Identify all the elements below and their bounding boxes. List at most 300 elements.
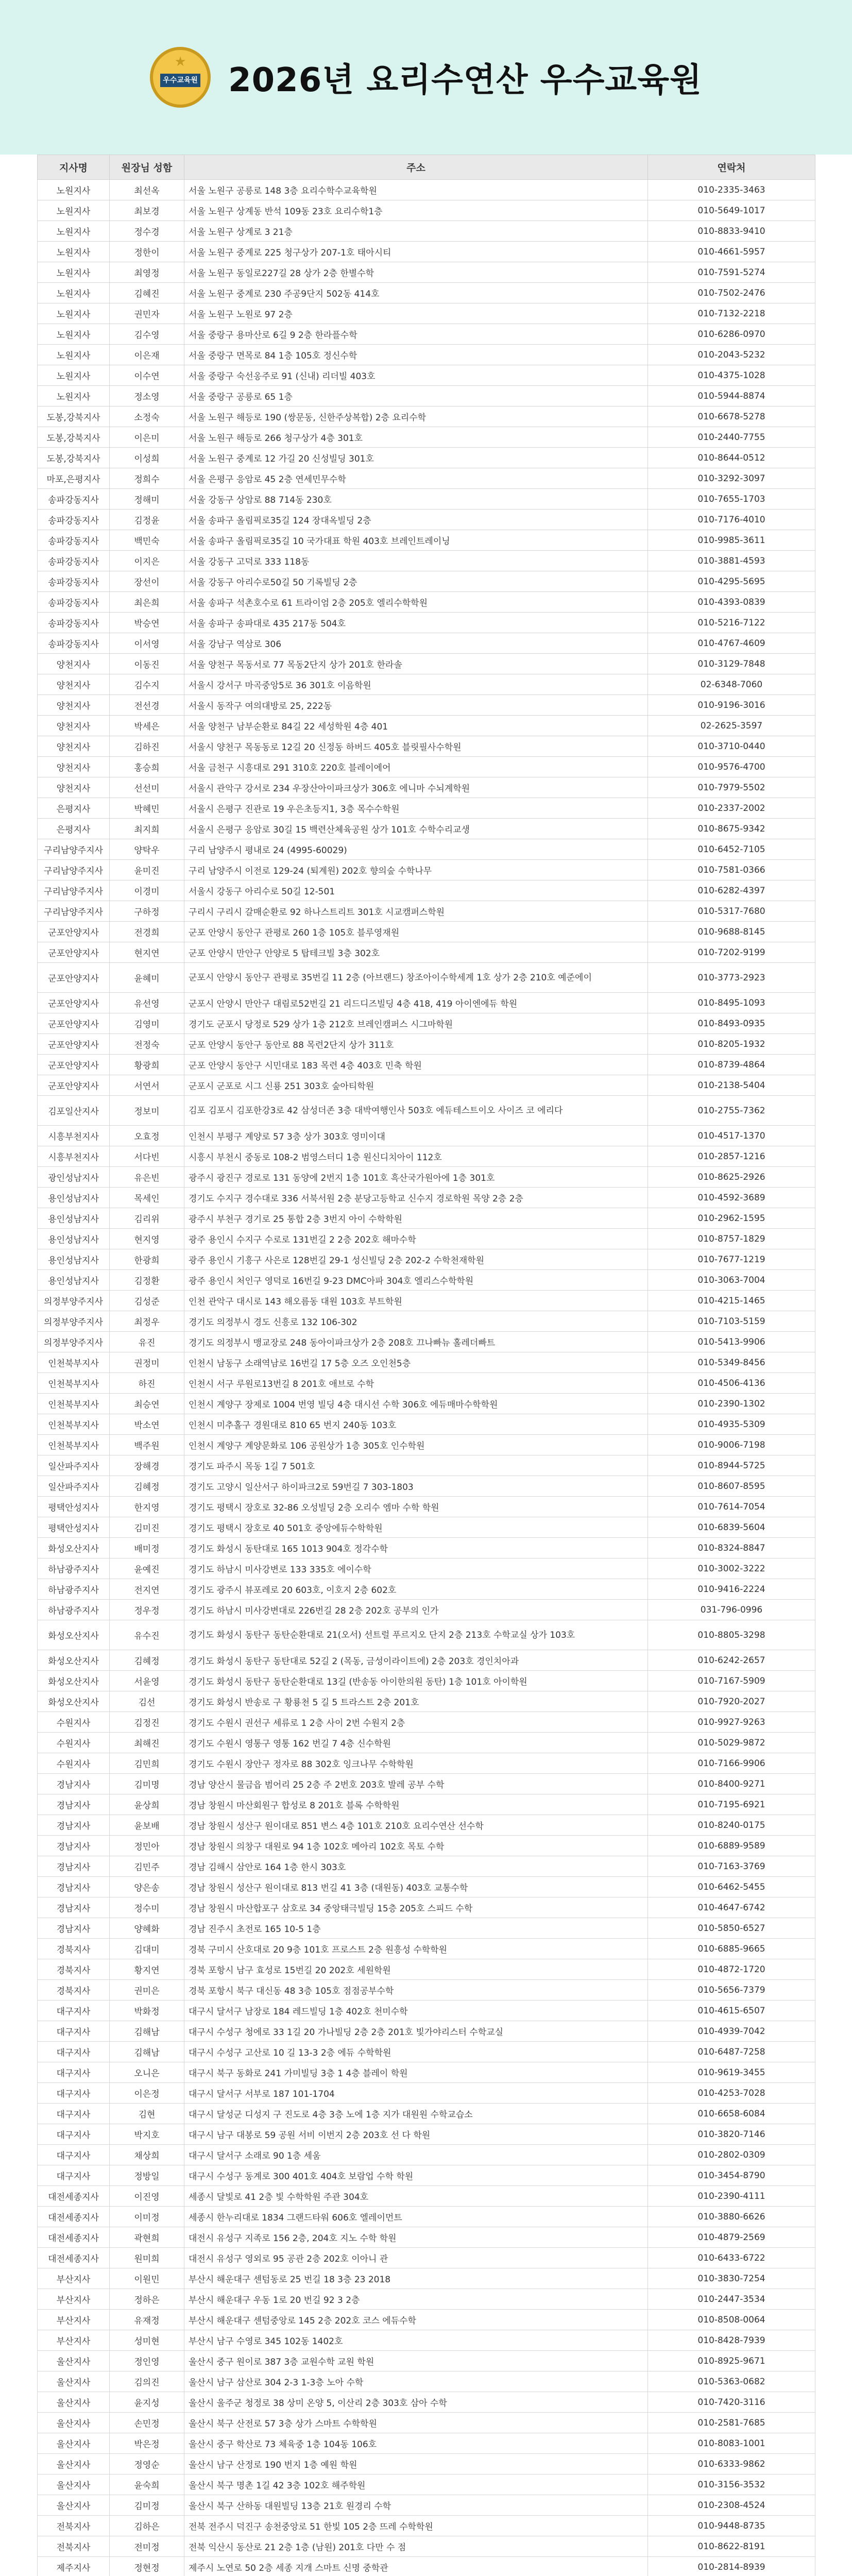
cell-branch: 시흥부천지사	[38, 1126, 110, 1146]
cell-address: 울산시 중구 학산로 73 체육중 1층 104동 106호	[184, 2433, 648, 2454]
cell-branch: 대전세종지사	[38, 2248, 110, 2268]
cell-phone: 010-7132-2218	[648, 303, 815, 324]
cell-branch: 군포안양지사	[38, 1034, 110, 1055]
cell-director: 정민아	[110, 1836, 184, 1856]
column-header-phone: 연락처	[648, 155, 815, 180]
cell-phone: 010-9688-8145	[648, 922, 815, 942]
cell-phone: 010-9576-4700	[648, 757, 815, 777]
cell-director: 김혜정	[110, 1476, 184, 1497]
table-row	[38, 1208, 815, 1229]
table-row	[38, 2516, 815, 2536]
cell-address: 서울 노원구 해등로 266 청구상가 4층 301호	[184, 427, 648, 448]
cell-branch: 용인성남지사	[38, 1270, 110, 1291]
cell-branch: 구리남양주지사	[38, 839, 110, 860]
cell-branch: 양천지사	[38, 716, 110, 736]
cell-director: 유진	[110, 1332, 184, 1352]
table-row	[38, 1249, 815, 1270]
cell-director: 정해미	[110, 489, 184, 510]
cell-phone: 010-8508-0064	[648, 2310, 815, 2330]
cell-branch: 군포안양지사	[38, 1055, 110, 1075]
table-row	[38, 1939, 815, 1959]
cell-address: 광주 용인시 기흥구 사은로 128번길 29-1 성신빌딩 2층 202-2 수학천재학원	[184, 1249, 648, 1270]
cell-director: 정우정	[110, 1600, 184, 1620]
cell-phone: 010-2962-1595	[648, 1208, 815, 1229]
cell-address: 경기도 평택시 장호로 32-86 오성빌딩 2층 오리수 엠마 수학 학원	[184, 1497, 648, 1517]
table-row	[38, 1733, 815, 1753]
table-row	[38, 242, 815, 262]
cell-address: 서울 송파구 석촌호수로 61 트라이엄 2층 205호 엘리수학학원	[184, 592, 648, 613]
table-row	[38, 633, 815, 654]
cell-phone: 010-2440-7755	[648, 427, 815, 448]
cell-director: 김미정	[110, 2495, 184, 2516]
cell-phone: 010-8833-9410	[648, 221, 815, 242]
cell-branch: 대구지사	[38, 2145, 110, 2165]
cell-director: 김해남	[110, 2021, 184, 2042]
cell-branch: 화성오산지사	[38, 1620, 110, 1650]
cell-address: 서울 노원구 공릉로 148 3층 요리수학수교육학원	[184, 180, 648, 200]
table-row	[38, 2310, 815, 2330]
table-row	[38, 716, 815, 736]
cell-branch: 대구지사	[38, 2165, 110, 2186]
cell-phone: 010-6462-5455	[648, 1877, 815, 1897]
cell-phone: 010-9448-8735	[648, 2516, 815, 2536]
cell-director: 윤미진	[110, 860, 184, 880]
cell-branch: 울산지사	[38, 2495, 110, 2516]
cell-director: 박지호	[110, 2124, 184, 2145]
cell-phone: 010-4935-5309	[648, 1414, 815, 1435]
cell-address: 경기도 하남시 미사강변로 133 335호 에이수학	[184, 1558, 648, 1579]
cell-address: 서울 송파구 송파대로 435 217동 504호	[184, 613, 648, 633]
table-row	[38, 221, 815, 242]
cell-director: 권미은	[110, 1980, 184, 2001]
cell-phone: 010-8757-1829	[648, 1229, 815, 1249]
cell-address: 제주시 노연로 50 2층 세종 지개 스마트 신명 중학관	[184, 2557, 648, 2576]
table-row	[38, 613, 815, 633]
cell-branch: 울산지사	[38, 2475, 110, 2495]
cell-branch: 구리남양주지사	[38, 880, 110, 901]
cell-address: 경기도 고양시 일산서구 하이파크2로 59번길 7 303-1803	[184, 1476, 648, 1497]
cell-address: 서울 송파구 올림픽로35길 124 장대옥빌딩 2층	[184, 510, 648, 530]
cell-address: 서울 노원구 중계로 230 주공9단지 502동 414호	[184, 283, 648, 303]
cell-director: 장선이	[110, 571, 184, 592]
cell-address: 군포 안양시 동안구 관평로 260 1층 105호 블루영재원	[184, 922, 648, 942]
cell-branch: 양천지사	[38, 695, 110, 716]
cell-address: 울산시 남구 산정로 190 번지 1층 예원 학원	[184, 2454, 648, 2475]
cell-branch: 광인성남지사	[38, 1167, 110, 1188]
table-row	[38, 1126, 815, 1146]
table-row	[38, 757, 815, 777]
cell-phone: 010-9927-9263	[648, 1712, 815, 1733]
cell-director: 손민정	[110, 2413, 184, 2433]
cell-branch: 평택안성지사	[38, 1497, 110, 1517]
table-row	[38, 1332, 815, 1352]
cell-phone: 02-6348-7060	[648, 674, 815, 695]
cell-phone: 010-3880-6626	[648, 2207, 815, 2227]
cell-branch: 제주지사	[38, 2557, 110, 2576]
cell-phone: 010-2581-7685	[648, 2413, 815, 2433]
cell-address: 경기도 평택시 장호로 40 501호 중앙에듀수학학원	[184, 1517, 648, 1538]
cell-phone: 010-6333-9862	[648, 2454, 815, 2475]
cell-phone: 010-3129-7848	[648, 654, 815, 674]
cell-director: 최정우	[110, 1311, 184, 1332]
cell-address: 서울 양천구 남부순환로 84길 22 세성학원 4층 401	[184, 716, 648, 736]
table-body	[38, 180, 815, 2576]
cell-phone: 010-2335-3463	[648, 180, 815, 200]
cell-branch: 수원지사	[38, 1712, 110, 1733]
table-row	[38, 2186, 815, 2207]
cell-director: 장해경	[110, 1455, 184, 1476]
cell-address: 구리 남양주시 이전로 129-24 (퇴계원) 202호 향의숲 수학나무	[184, 860, 648, 880]
cell-branch: 경북지사	[38, 1959, 110, 1980]
cell-branch: 하남광주지사	[38, 1600, 110, 1620]
cell-phone: 010-7167-5909	[648, 1671, 815, 1691]
cell-address: 세종시 한누리대로 1834 그랜드타워 606호 엘레이먼트	[184, 2207, 648, 2227]
table-row	[38, 1815, 815, 1836]
table-row	[38, 1311, 815, 1332]
table-row	[38, 1517, 815, 1538]
cell-phone: 010-4253-7028	[648, 2083, 815, 2104]
table-row	[38, 1600, 815, 1620]
cell-phone: 010-7176-4010	[648, 510, 815, 530]
cell-director: 정수경	[110, 221, 184, 242]
cell-director: 이수연	[110, 365, 184, 386]
cell-director: 전미정	[110, 2536, 184, 2557]
cell-branch: 송파강동지사	[38, 530, 110, 551]
cell-director: 정인영	[110, 2351, 184, 2371]
cell-phone: 010-9985-3611	[648, 530, 815, 551]
cell-address: 울산시 북구 산하동 대원빌딩 13층 21호 원경리 수학	[184, 2495, 648, 2516]
cell-address: 전북 전주시 덕진구 송천중앙로 51 한빛 105 2층 뜨레 수학학원	[184, 2516, 648, 2536]
cell-director: 윤예진	[110, 1558, 184, 1579]
cell-phone: 010-8493-0935	[648, 1013, 815, 1034]
table-row	[38, 2104, 815, 2124]
cell-director: 김현	[110, 2104, 184, 2124]
table-row	[38, 2454, 815, 2475]
cell-director: 정수미	[110, 1897, 184, 1918]
table-row	[38, 448, 815, 468]
cell-phone: 010-5317-7680	[648, 901, 815, 922]
table-row	[38, 674, 815, 695]
cell-phone: 010-7420-3116	[648, 2392, 815, 2413]
cell-branch: 경남지사	[38, 1774, 110, 1794]
cell-address: 군포시 안양시 만안구 대림로52번길 21 리드디즈빌딩 4층 418, 419 아이엔에듀 학원	[184, 993, 648, 1013]
cell-branch: 시흥부천지사	[38, 1146, 110, 1167]
cell-phone: 010-5944-8874	[648, 386, 815, 406]
table-row	[38, 1671, 815, 1691]
cell-director: 선선미	[110, 777, 184, 798]
table-row	[38, 2330, 815, 2351]
cell-phone: 031-796-0996	[648, 1600, 815, 1620]
cell-address: 대구시 달서구 남장로 184 레드빌딩 1층 402호 천미수학	[184, 2001, 648, 2021]
cell-address: 서울 중랑구 숙선옹주로 91 (신내) 리더빌 403호	[184, 365, 648, 386]
table-row	[38, 1435, 815, 1455]
cell-address: 군포 안양시 동안구 시민대로 183 목련 4층 403호 민축 학원	[184, 1055, 648, 1075]
table-row	[38, 880, 815, 901]
cell-address: 서울 노원구 상계로 3 21층	[184, 221, 648, 242]
cell-director: 김성준	[110, 1291, 184, 1311]
table-row	[38, 1034, 815, 1055]
cell-branch: 전북지사	[38, 2516, 110, 2536]
cell-director: 전지연	[110, 1579, 184, 1600]
table-row	[38, 2165, 815, 2186]
cell-director: 김선	[110, 1691, 184, 1712]
table-row	[38, 489, 815, 510]
cell-phone: 010-6487-7258	[648, 2042, 815, 2062]
cell-director: 이원민	[110, 2268, 184, 2289]
cell-director: 박승연	[110, 613, 184, 633]
cell-director: 정소영	[110, 386, 184, 406]
table-row	[38, 1980, 815, 2001]
cell-phone: 010-3156-3532	[648, 2475, 815, 2495]
table-row	[38, 1774, 815, 1794]
cell-address: 경기도 화성시 동탄구 동탄순환대로 21(오서) 선트럴 푸르지오 단지 2층 213호 수학교실 상가 103호	[184, 1620, 648, 1650]
cell-director: 김수지	[110, 674, 184, 695]
cell-director: 이서영	[110, 633, 184, 654]
cell-phone: 010-4647-6742	[648, 1897, 815, 1918]
cell-address: 서울 노원구 동일로227길 28 상가 2층 한별수학	[184, 262, 648, 283]
cell-address: 군포 안양시 동안구 동안로 88 목련2단지 상가 311호	[184, 1034, 648, 1055]
table-row	[38, 1270, 815, 1291]
cell-address: 울산시 북구 명촌 1길 42 3층 102호 해주학원	[184, 2475, 648, 2495]
cell-branch: 화성오산지사	[38, 1538, 110, 1558]
cell-phone: 010-7591-5274	[648, 262, 815, 283]
table-row	[38, 1712, 815, 1733]
cell-address: 경기도 광주시 뷰포레로 20 603호, 이호지 2층 602호	[184, 1579, 648, 1600]
cell-director: 정한이	[110, 242, 184, 262]
award-badge-icon	[150, 47, 211, 108]
cell-director: 백민숙	[110, 530, 184, 551]
cell-address: 대구시 수성구 동계로 300 401호 404호 보람업 수학 학원	[184, 2165, 648, 2186]
table-row	[38, 2145, 815, 2165]
cell-phone: 010-8083-1001	[648, 2433, 815, 2454]
table-row	[38, 2557, 815, 2576]
cell-branch: 화성오산지사	[38, 1650, 110, 1671]
table-row	[38, 2083, 815, 2104]
cell-address: 울산시 울주군 청정로 38 상미 온양 5, 이산리 2층 303호 삼아 수학	[184, 2392, 648, 2413]
cell-branch: 군포안양지사	[38, 1013, 110, 1034]
cell-address: 경남 양산시 물금읍 범어리 25 2층 주 2번호 203호 발레 공부 수학	[184, 1774, 648, 1794]
column-header-branch: 지사명	[38, 155, 110, 180]
cell-phone: 010-3820-7146	[648, 2124, 815, 2145]
cell-phone: 010-4872-1720	[648, 1959, 815, 1980]
cell-address: 경기도 수지구 경수대로 336 서북서원 2층 분당고등학교 신수지 경로학원 목양 2층 2층	[184, 1188, 648, 1208]
cell-phone: 010-4295-5695	[648, 571, 815, 592]
cell-address: 대구시 달서구 서부로 187 101-1704	[184, 2083, 648, 2104]
cell-branch: 용인성남지사	[38, 1188, 110, 1208]
cell-director: 오효정	[110, 1126, 184, 1146]
cell-phone: 010-8324-8847	[648, 1538, 815, 1558]
cell-branch: 송파강동지사	[38, 551, 110, 571]
cell-phone: 010-9416-2224	[648, 1579, 815, 1600]
cell-director: 유재정	[110, 2310, 184, 2330]
cell-director: 양탁우	[110, 839, 184, 860]
cell-branch: 대구지사	[38, 2021, 110, 2042]
cell-phone: 010-5649-1017	[648, 200, 815, 221]
cell-director: 최선옥	[110, 180, 184, 200]
table-row	[38, 180, 815, 200]
cell-director: 박은정	[110, 2433, 184, 2454]
cell-address: 서울시 은평구 응암로 30길 15 백련산체육공원 상가 101호 수학수리교생	[184, 819, 648, 839]
cell-director: 최승연	[110, 1394, 184, 1414]
cell-branch: 대구지사	[38, 2124, 110, 2145]
cell-branch: 노원지사	[38, 221, 110, 242]
cell-branch: 노원지사	[38, 345, 110, 365]
table-row	[38, 386, 815, 406]
cell-phone: 010-5216-7122	[648, 613, 815, 633]
cell-branch: 경북지사	[38, 1939, 110, 1959]
cell-address: 광주 용인시 처인구 영덕로 16번길 9-23 DMC아파 304호 엘리스수학학원	[184, 1270, 648, 1291]
table-row	[38, 1146, 815, 1167]
branch-table-container	[37, 155, 815, 2576]
table-row	[38, 345, 815, 365]
cell-address: 부산시 해운대구 센텀동로 25 번길 18 3층 23 2018	[184, 2268, 648, 2289]
cell-branch: 수원지사	[38, 1733, 110, 1753]
cell-address: 경남 김해시 삼안로 164 1층 한시 303호	[184, 1856, 648, 1877]
cell-phone: 010-8495-1093	[648, 993, 815, 1013]
cell-phone: 010-2802-0309	[648, 2145, 815, 2165]
cell-phone: 010-8622-8191	[648, 2536, 815, 2557]
cell-branch: 대전세종지사	[38, 2207, 110, 2227]
table-row	[38, 2536, 815, 2557]
page-title: 2026년 요리수연산 우수교육원	[228, 61, 702, 99]
cell-director: 김하진	[110, 736, 184, 757]
cell-director: 박세은	[110, 716, 184, 736]
cell-phone: 010-6839-5604	[648, 1517, 815, 1538]
table-row	[38, 1291, 815, 1311]
cell-director: 최보경	[110, 200, 184, 221]
cell-address: 서울 노원구 상계동 반석 109동 23호 요리수학1층	[184, 200, 648, 221]
cell-branch: 대구지사	[38, 2104, 110, 2124]
cell-address: 대구시 남구 대봉로 59 공원 서비 이번지 2층 203호 선 다 학원	[184, 2124, 648, 2145]
cell-phone: 010-3710-0440	[648, 736, 815, 757]
cell-director: 김하은	[110, 2516, 184, 2536]
cell-director: 김혜정	[110, 1650, 184, 1671]
cell-phone: 010-6658-6084	[648, 2104, 815, 2124]
cell-phone: 010-4767-4609	[648, 633, 815, 654]
table-row	[38, 798, 815, 819]
cell-address: 경남 창원시 성산구 원이대로 813 번길 41 3층 (대원동) 403호 교통수학	[184, 1877, 648, 1897]
cell-branch: 울산지사	[38, 2413, 110, 2433]
cell-director: 이경미	[110, 880, 184, 901]
table-row	[38, 2042, 815, 2062]
cell-address: 대구시 북구 동화로 241 가미빌딩 3층 1 4층 블레이 학원	[184, 2062, 648, 2083]
cell-branch: 용인성남지사	[38, 1208, 110, 1229]
table-row	[38, 2268, 815, 2289]
cell-branch: 인천북부지사	[38, 1414, 110, 1435]
cell-phone: 010-7979-5502	[648, 777, 815, 798]
cell-branch: 노원지사	[38, 303, 110, 324]
cell-phone: 010-2814-8939	[648, 2557, 815, 2576]
cell-branch: 송파강동지사	[38, 489, 110, 510]
table-row	[38, 860, 815, 880]
cell-address: 부산시 해운대구 우동 1로 20 번길 92 3 2층	[184, 2289, 648, 2310]
cell-director: 정하은	[110, 2289, 184, 2310]
cell-director: 서윤영	[110, 1671, 184, 1691]
cell-address: 경기도 화성시 반송로 구 황룡천 5 길 5 트라스트 2층 201호	[184, 1691, 648, 1712]
cell-branch: 마포,은평지사	[38, 468, 110, 489]
cell-director: 양은송	[110, 1877, 184, 1897]
cell-branch: 하남광주지사	[38, 1579, 110, 1600]
cell-phone: 010-8400-9271	[648, 1774, 815, 1794]
cell-director: 서연서	[110, 1075, 184, 1096]
cell-phone: 010-6885-9665	[648, 1939, 815, 1959]
cell-branch: 대전세종지사	[38, 2227, 110, 2248]
cell-address: 김포 김포시 김포한강3로 42 삼성더존 3층 대박여행인사 503호 에듀테스트이오 사이즈 코 에리다	[184, 1096, 648, 1126]
cell-branch: 경남지사	[38, 1794, 110, 1815]
cell-branch: 인천북부지사	[38, 1394, 110, 1414]
cell-director: 김의진	[110, 2371, 184, 2392]
cell-address: 울산시 북구 산전로 57 3층 상가 스마트 수학학원	[184, 2413, 648, 2433]
cell-branch: 도봉,강북지사	[38, 448, 110, 468]
cell-address: 서울 노원구 중계로 225 청구상가 207-1호 태아시티	[184, 242, 648, 262]
table-row	[38, 1538, 815, 1558]
column-header-address: 주소	[184, 155, 648, 180]
table-row	[38, 2248, 815, 2268]
cell-phone: 010-5850-6527	[648, 1918, 815, 1939]
cell-branch: 노원지사	[38, 386, 110, 406]
cell-branch: 양천지사	[38, 777, 110, 798]
cell-phone: 010-8805-3298	[648, 1620, 815, 1650]
cell-address: 군포시 군포로 시그 신룡 251 303호 숲아티학원	[184, 1075, 648, 1096]
cell-phone: 010-8644-0512	[648, 448, 815, 468]
cell-phone: 010-8739-4864	[648, 1055, 815, 1075]
cell-phone: 010-3773-2923	[648, 963, 815, 993]
table-row	[38, 406, 815, 427]
cell-branch: 노원지사	[38, 262, 110, 283]
cell-director: 김수영	[110, 324, 184, 345]
cell-phone: 010-8607-8595	[648, 1476, 815, 1497]
cell-phone: 010-4592-3689	[648, 1188, 815, 1208]
cell-phone: 02-2625-3597	[648, 716, 815, 736]
cell-address: 서울 중랑구 면목로 84 1층 105호 정신수학	[184, 345, 648, 365]
cell-branch: 군포안양지사	[38, 963, 110, 993]
cell-director: 최영정	[110, 262, 184, 283]
table-row	[38, 1856, 815, 1877]
table-row	[38, 1650, 815, 1671]
cell-address: 서울 중랑구 용마산로 6길 9 2층 한라플수학	[184, 324, 648, 345]
cell-director: 유수진	[110, 1620, 184, 1650]
cell-phone: 010-4879-2569	[648, 2227, 815, 2248]
cell-director: 양혜화	[110, 1918, 184, 1939]
cell-phone: 010-3830-7254	[648, 2268, 815, 2289]
cell-phone: 010-3881-4593	[648, 551, 815, 571]
cell-branch: 전북지사	[38, 2536, 110, 2557]
cell-branch: 평택안성지사	[38, 1517, 110, 1538]
cell-director: 권민자	[110, 303, 184, 324]
cell-address: 서울시 양천구 목동동로 12길 20 신정동 하버드 405호 블릿필사수학원	[184, 736, 648, 757]
cell-branch: 울산지사	[38, 2371, 110, 2392]
cell-branch: 부산지사	[38, 2310, 110, 2330]
cell-branch: 울산지사	[38, 2433, 110, 2454]
cell-phone: 010-6433-6722	[648, 2248, 815, 2268]
cell-branch: 경남지사	[38, 1856, 110, 1877]
table-row	[38, 1753, 815, 1774]
cell-address: 서울시 은평구 진관로 19 우은초등지1, 3층 목수수학원	[184, 798, 648, 819]
cell-phone: 010-7581-0366	[648, 860, 815, 880]
cell-phone: 010-7166-9906	[648, 1753, 815, 1774]
cell-director: 소정숙	[110, 406, 184, 427]
cell-branch: 은평지사	[38, 819, 110, 839]
cell-branch: 송파강동지사	[38, 510, 110, 530]
table-row	[38, 1959, 815, 1980]
cell-branch: 용인성남지사	[38, 1229, 110, 1249]
cell-address: 서울 노원구 해등로 190 (쌍문동, 신한주상복합) 2층 요리수학	[184, 406, 648, 427]
column-header-director: 원장님 성함	[110, 155, 184, 180]
cell-address: 부산시 남구 수영로 345 102동 1402호	[184, 2330, 648, 2351]
cell-branch: 노원지사	[38, 324, 110, 345]
cell-branch: 도봉,강북지사	[38, 427, 110, 448]
cell-address: 경기도 수원시 권선구 세류로 1 2층 사이 2번 수원지 2층	[184, 1712, 648, 1733]
